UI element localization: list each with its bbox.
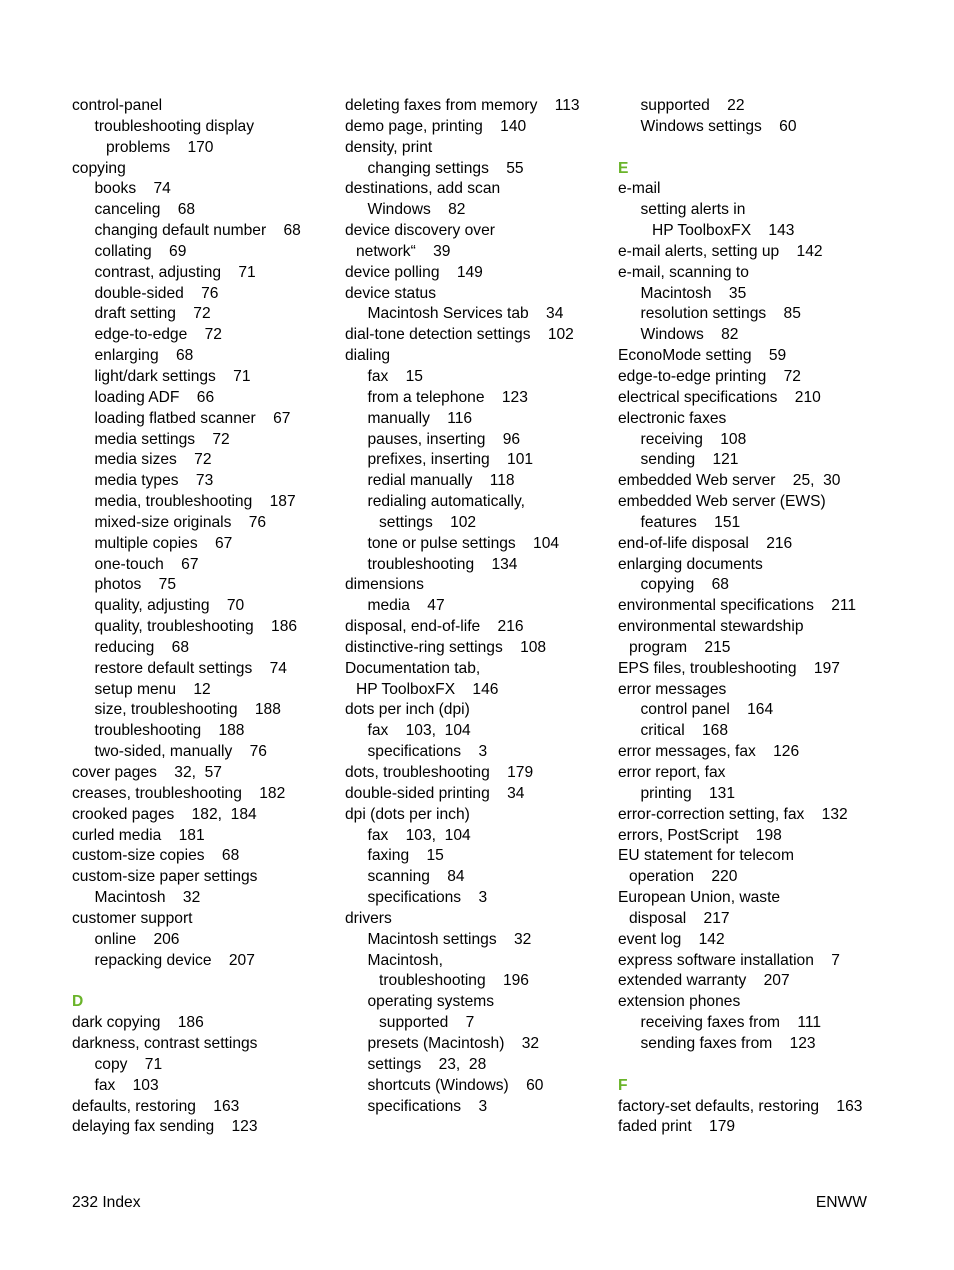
index-entry: repacking device 207 xyxy=(94,951,255,969)
index-entry: fax 103, 104 xyxy=(367,722,471,740)
index-entry: operating systems xyxy=(367,993,495,1011)
index-entry: HP ToolboxFX 146 xyxy=(356,680,499,698)
index-entry: HP ToolboxFX 143 xyxy=(652,222,795,240)
index-entry: dial-tone detection settings 102 xyxy=(345,326,574,344)
index-entry: canceling 68 xyxy=(94,201,196,219)
index-entry: demo page, printing 140 xyxy=(345,117,527,135)
index-entry: Macintosh 35 xyxy=(640,284,747,302)
index-entry: changing default number 68 xyxy=(94,222,301,240)
index-entry: setting alerts in xyxy=(640,201,746,219)
index-entry: changing settings 55 xyxy=(367,159,524,177)
index-entry: e-mail xyxy=(618,180,661,198)
index-entry: dots, troubleshooting 179 xyxy=(345,764,534,781)
index-entry: restore default settings 74 xyxy=(94,659,287,677)
index-entry: error messages, fax 126 xyxy=(618,743,800,761)
index-entry: event log 142 xyxy=(618,930,725,948)
index-entry: embedded Web server (EWS) xyxy=(618,493,826,511)
index-entry: edge-to-edge printing 72 xyxy=(618,367,801,385)
index-entry: fax 103, 104 xyxy=(367,826,471,844)
index-entry: features 151 xyxy=(640,513,741,531)
index-column-2 xyxy=(345,96,607,1117)
index-entry: darkness, contrast settings xyxy=(72,1034,258,1052)
index-column-3 xyxy=(618,96,880,1138)
section-letter-heading: F xyxy=(618,1076,628,1094)
index-entry: Windows 82 xyxy=(640,326,739,344)
index-entry: loading ADF 66 xyxy=(94,388,215,406)
index-entry: from a telephone 123 xyxy=(367,388,528,406)
index-entry: setup menu 12 xyxy=(94,680,211,698)
index-entry: media settings 72 xyxy=(94,430,230,448)
index-entry: Macintosh Services tab 34 xyxy=(367,305,564,323)
index-entry: Macintosh settings 32 xyxy=(367,930,532,948)
index-entry: customer support xyxy=(72,909,193,927)
index-entry: device polling 149 xyxy=(345,263,483,281)
index-entry: tone or pulse settings 104 xyxy=(367,534,560,552)
index-entry: troubleshooting 196 xyxy=(379,972,529,990)
index-entry: dark copying 186 xyxy=(72,1014,204,1032)
index-entry: media 47 xyxy=(367,597,445,615)
index-entry: dimensions xyxy=(345,576,424,594)
index-entry: double-sided printing 34 xyxy=(345,784,525,802)
index-entry: light/dark settings 71 xyxy=(94,367,251,385)
index-entry: fax 103 xyxy=(94,1076,159,1094)
index-entry: drivers xyxy=(345,909,392,927)
index-entry: e-mail alerts, setting up 142 xyxy=(618,242,823,260)
index-entry: crooked pages 182, 184 xyxy=(72,805,257,823)
index-entry: extended warranty 207 xyxy=(618,972,790,990)
index-entry: express software installation 7 xyxy=(618,951,840,969)
index-entry: two-sided, manually 76 xyxy=(94,743,267,761)
index-entry: sending 121 xyxy=(640,451,739,469)
index-entry: double-sided 76 xyxy=(94,284,219,302)
index-entry: media, troubleshooting 187 xyxy=(94,493,296,511)
index-entry: Windows settings 60 xyxy=(640,117,797,135)
index-entry: copying 68 xyxy=(640,576,729,594)
index-entry: errors, PostScript 198 xyxy=(618,826,782,844)
index-entry: presets (Macintosh) 32 xyxy=(367,1034,540,1052)
index-entry: environmental stewardship xyxy=(618,618,804,636)
footer-page-label: 232 Index xyxy=(72,1194,141,1211)
index-entry: defaults, restoring 163 xyxy=(72,1097,240,1115)
index-entry: cover pages 32, 57 xyxy=(72,764,222,781)
section-gap xyxy=(618,1055,880,1076)
index-entry: EU statement for telecom xyxy=(618,847,794,865)
index-entry: resolution settings 85 xyxy=(640,305,801,323)
section-letter-heading: D xyxy=(72,993,84,1011)
index-entry: supported 7 xyxy=(379,1014,475,1032)
index-entry: problems 170 xyxy=(106,138,214,156)
index-entry: online 206 xyxy=(94,930,180,948)
index-entry: troubleshooting 188 xyxy=(94,722,245,740)
index-entry: dots per inch (dpi) xyxy=(345,701,470,719)
index-entry: media sizes 72 xyxy=(94,451,212,469)
index-entry: one-touch 67 xyxy=(94,555,199,573)
index-entry: multiple copies 67 xyxy=(94,534,233,552)
index-entry: error report, fax xyxy=(618,764,726,781)
section-gap xyxy=(618,138,880,159)
index-entry: distinctive-ring settings 108 xyxy=(345,638,547,656)
index-entry: settings 102 xyxy=(379,513,477,531)
index-entry: creases, troubleshooting 182 xyxy=(72,784,286,802)
index-entry: Macintosh 32 xyxy=(94,889,201,907)
index-entry: size, troubleshooting 188 xyxy=(94,701,281,719)
index-entry: copy 71 xyxy=(94,1055,163,1073)
index-entry: faded print 179 xyxy=(618,1118,736,1136)
index-entry: contrast, adjusting 71 xyxy=(94,263,256,281)
index-entry: operation 220 xyxy=(629,868,738,886)
index-column-1 xyxy=(72,96,334,1138)
index-entry: dpi (dots per inch) xyxy=(345,805,470,823)
index-entry: sending faxes from 123 xyxy=(640,1034,816,1052)
section-gap xyxy=(72,971,334,992)
index-entry: extension phones xyxy=(618,993,741,1011)
index-entry: delaying fax sending 123 xyxy=(72,1118,258,1136)
index-entry: collating 69 xyxy=(94,242,187,260)
index-entry: control-panel xyxy=(72,97,163,114)
index-entry: EPS files, troubleshooting 197 xyxy=(618,659,840,677)
index-entry: scanning 84 xyxy=(367,868,465,886)
index-entry: settings 23, 28 xyxy=(367,1055,487,1073)
index-entry: custom-size copies 68 xyxy=(72,847,240,865)
index-entry: fax 15 xyxy=(367,367,423,385)
index-entry: Macintosh, xyxy=(367,951,443,969)
index-entry: disposal 217 xyxy=(629,909,730,927)
index-entry: manually 116 xyxy=(367,409,473,427)
index-entry: pauses, inserting 96 xyxy=(367,430,521,448)
index-entry: device discovery over xyxy=(345,222,495,240)
index-entry: curled media 181 xyxy=(72,826,205,844)
index-entry: embedded Web server 25, 30 xyxy=(618,472,841,490)
index-entry: enlarging documents xyxy=(618,555,763,573)
index-entry: electronic faxes xyxy=(618,409,727,427)
index-entry: printing 131 xyxy=(640,784,735,802)
section-letter-heading: E xyxy=(618,159,629,177)
index-entry: factory-set defaults, restoring 163 xyxy=(618,1097,863,1115)
index-entry: error-correction setting, fax 132 xyxy=(618,805,848,823)
index-entry: receiving faxes from 111 xyxy=(640,1014,822,1032)
index-entry: control panel 164 xyxy=(640,701,774,719)
index-entry: media types 73 xyxy=(94,472,214,490)
index-entry: specifications 3 xyxy=(367,1097,488,1115)
index-entry: mixed-size originals 76 xyxy=(94,513,267,531)
index-entry: device status xyxy=(345,284,437,302)
index-entry: receiving 108 xyxy=(640,430,747,448)
index-entry: redial manually 118 xyxy=(367,472,515,490)
index-entry: loading flatbed scanner 67 xyxy=(94,409,291,427)
index-entry: electrical specifications 210 xyxy=(618,388,821,406)
index-entry: quality, adjusting 70 xyxy=(94,597,245,615)
index-entry: deleting faxes from memory 113 xyxy=(345,97,580,114)
index-entry: end-of-life disposal 216 xyxy=(618,534,793,552)
index-entry: program 215 xyxy=(629,638,731,656)
index-entry: environmental specifications 211 xyxy=(618,597,857,615)
index-entry: critical 168 xyxy=(640,722,729,740)
index-entry: troubleshooting display xyxy=(94,117,255,135)
index-entry: error messages xyxy=(618,680,727,698)
index-entry: shortcuts (Windows) 60 xyxy=(367,1076,544,1094)
index-entry: custom-size paper settings xyxy=(72,868,258,886)
index-entry: Windows 82 xyxy=(367,201,466,219)
index-entry: photos 75 xyxy=(94,576,176,594)
index-entry: disposal, end-of-life 216 xyxy=(345,618,524,636)
index-entry: draft setting 72 xyxy=(94,305,211,323)
index-entry: troubleshooting 134 xyxy=(367,555,518,573)
index-entry: supported 22 xyxy=(640,97,745,114)
index-entry: dialing xyxy=(345,347,391,365)
footer-right-label: ENWW xyxy=(815,1194,867,1211)
index-entry: reducing 68 xyxy=(94,638,189,656)
index-entry: quality, troubleshooting 186 xyxy=(94,618,298,636)
index-entry: copying xyxy=(72,159,126,177)
index-entry: specifications 3 xyxy=(367,889,488,907)
index-entry: Documentation tab, xyxy=(345,659,481,677)
index-entry: specifications 3 xyxy=(367,743,488,761)
index-entry: redialing automatically, xyxy=(367,493,525,511)
index-entry: destinations, add scan xyxy=(345,180,501,198)
index-entry: European Union, waste xyxy=(618,889,781,907)
index-entry: faxing 15 xyxy=(367,847,444,865)
index-entry: density, print xyxy=(345,138,433,156)
index-entry: prefixes, inserting 101 xyxy=(367,451,534,469)
index-entry: edge-to-edge 72 xyxy=(94,326,222,344)
index-entry: books 74 xyxy=(94,180,171,198)
index-entry: network“ 39 xyxy=(356,242,451,260)
index-entry: EconoMode setting 59 xyxy=(618,347,787,365)
index-entry: e-mail, scanning to xyxy=(618,263,749,281)
index-entry: enlarging 68 xyxy=(94,347,194,365)
